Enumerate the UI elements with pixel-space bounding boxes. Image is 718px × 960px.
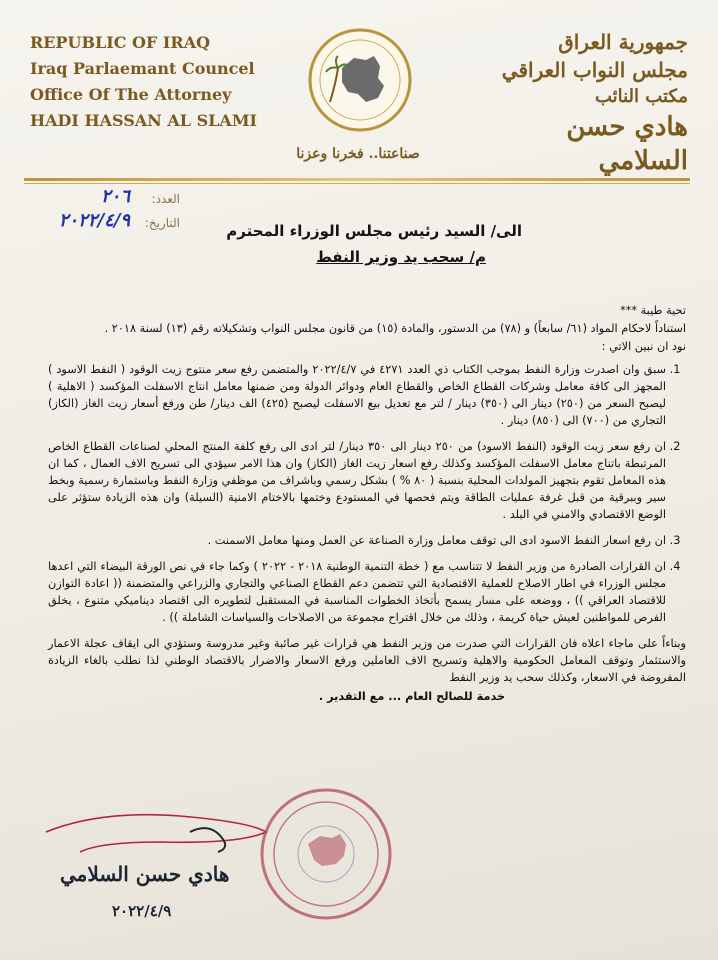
closing-paragraph: وبناءاً على ماجاء اعلاه فان القرارات التي صدرت من وزير النفط هي قرارات غير صائبة وغير مدروسة وستؤدي الى ايقاف عجلة الاعمار والاستثمار وتوقف المعامل الحكومية والاهلية وتسريح الاف العاملين ورفع الاسعار والاضرار بالاقتصاد الوطني لذا نطلب بالغاء الزيادة المفروضة في الاسعار، وكذلك سحب يد وزير النفط (48, 637, 686, 684)
letterhead-divider-thin (24, 183, 690, 184)
list-item: 2. ان رفع سعر زيت الوقود (النفط الاسود) من ٢٥٠ دينار الى ٣٥٠ دينار/ لتر ادى الى رفع كلفة المنتج المحلي لصناعات القطاع الخاص المرتبطة باتناج معامل الاسفلت المؤكسد وكذلك رفع اسعار زيت الغاز (الكاز) وان هذا الامر سيؤدي الى تسريح الاف العمال ، كما ان هذه المعامل تقوم بتجهيز المولدات المحلية بنسبة ( ٨٠ % ) بشكل رسمي وباشراف من موظفي وزارة النفط وباستمارة رسمية وبخط سير وببرقية من قبل غرفة عمليات الطاقة ويتم فحصها في المستودع وختمها بالاختام الامنية (السيلة) وان هذه الزيادة ستؤثر على الوضع الاقتصادي والامني في البلد . (48, 438, 666, 523)
letterhead-line: مكتب النائب (594, 86, 688, 107)
reference-date-value: ٢٠٢٢/٤/٩ (58, 210, 130, 231)
reference-number-value: ٢٠٦ (100, 186, 130, 207)
letterhead-line: Iraq Parlaemant Councel (30, 59, 255, 78)
reference-block (30, 186, 180, 234)
letterhead-motto: صناعتنا.. فخرنا وعزنا (296, 146, 420, 162)
list-item: 1. سبق وان اصدرت وزارة النفط بموجب الكتاب ذي العدد ٤٢٧١ في ٢٠٢٢/٤/٧ والمتضمن رفع سعر منتوج زيت الوقود ( النفط الاسود ) المجهز الى كافة معامل وشركات القطاع الخاص والقطاع العام ودوائر الدولة ومن ضمنها معامل انتاج الاسفلت المؤكسد ( الاهلية ) ليصبح السعر من (٢٥٠) دينار الى (٣٥٠) دينار / لتر مع تعديل بيع الاسفلت ليصبح (٤٢٥) الف دينار/ طن ورفع أسعار زيت الغاز (الكاز) التجاري من (٧٠٠) الى (٨٥٠) دينار . (48, 361, 666, 429)
reference-number-label: العدد: (151, 192, 180, 206)
signature-date: ٢٠٢٢/٤/٩ (112, 902, 172, 920)
letterhead-line: REPUBLIC OF IRAQ (30, 33, 211, 52)
letterhead-english (30, 30, 260, 134)
letterhead-divider (24, 178, 690, 181)
list-item: 3. ان رفع اسعار النفط الاسود ادى الى توقف معامل وزارة الصناعة عن العمل ومنها معامل الاسمنت . (48, 532, 666, 549)
letterhead-line: جمهورية العراق (558, 30, 688, 54)
letterhead-line: Office Of The Attorney (30, 85, 232, 104)
service-line: خدمة للصالح العام ... مع التقدير . (318, 690, 506, 703)
points-list (48, 361, 686, 626)
list-item: 4. ان القرارات الصادرة من وزير النفط لا تتناسب مع ( خطة التنمية الوطنية ٢٠١٨ - ٢٠٢٢ ) وكما جاء في نص الورقة البيضاء التي اعدها مجلس الوزراء في اطار الاصلاح للعملية الاقتصادية التي تتضمن دعم القطاع الصناعي والتجاري والزراعي والمتضمنة (( اعادة التوازن للاقتصاد العراقي )) ، ووضعه على مسار يسمح بأتخاذ الخطوات المناسبة في المستقبل لتطويره الى اقتصاد ديناميكي متنوع ، يخلق الفرص للمواطنين لعيش حياة كريمة ، وذلك من خلال اقتراح مجموعة من الاصلاحات والسياسات الشاملة )) . (48, 558, 666, 626)
signature-scribble (40, 802, 270, 862)
reference-date-label: التاريخ: (144, 216, 180, 230)
greeting: تحية طيبة *** (620, 304, 686, 317)
letterhead-line: هادي حسن السلامي (566, 112, 688, 176)
addressee-line: الى/ السيد رئيس مجلس الوزراء المحترم (226, 222, 522, 240)
subject-line: م/ سحب يد وزير النفط (316, 248, 486, 266)
letterhead-arabic (488, 28, 688, 178)
lead-line: نود ان نبين الاتي : (601, 340, 686, 353)
parliament-emblem-logo (308, 28, 412, 132)
intro-paragraph: استناداً لاحكام المواد (٦١/ سابعاً) و (٧٨) من الدستور، والمادة (١٥) من قانون مجلس النواب وتشكيلاته رقم (١٣) لسنة ٢٠١٨ . (104, 322, 686, 335)
letterhead-line: HADI HASSAN AL SLAMI (30, 111, 258, 130)
letterhead-line: مجلس النواب العراقي (501, 58, 688, 82)
official-seal-stamp (256, 784, 396, 924)
signatory-name: هادي حسن السلامي (60, 862, 230, 886)
letter-body (48, 302, 686, 705)
